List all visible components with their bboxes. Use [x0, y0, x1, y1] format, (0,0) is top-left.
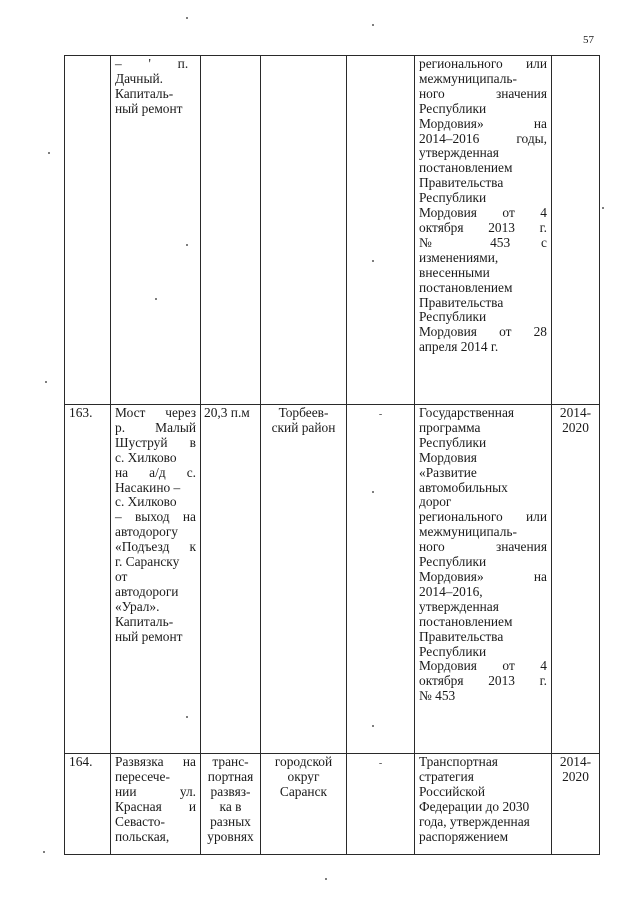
- years-cell: [552, 754, 600, 855]
- length-line: портная: [207, 768, 254, 784]
- table-row: [65, 56, 600, 405]
- object-name-line: ный ремонт: [115, 100, 183, 116]
- program-line: межмуниципаль-: [419, 70, 517, 86]
- program-line: октября 2013 г.: [419, 673, 547, 689]
- years-cell: [552, 405, 600, 754]
- object-name-line: Шуструй в: [115, 434, 196, 450]
- program-line: постановлением: [419, 279, 513, 295]
- object-name-line: автодорогу: [115, 524, 179, 540]
- object-name-line: – ' п.: [115, 56, 189, 71]
- mark-cell: [347, 405, 415, 754]
- program-line: Правительства: [419, 294, 504, 310]
- years-line: 2014-: [559, 405, 592, 420]
- program-line: октября 2013 г.: [419, 219, 547, 235]
- scan-speck: [186, 17, 188, 19]
- object-name-line: нии ул.: [115, 783, 196, 799]
- object-name-line: Развязка на: [115, 754, 196, 769]
- object-name-line: ный ремонт: [115, 628, 183, 644]
- object-name-line: с. Хилково: [115, 449, 177, 465]
- object-name-line: р. Малый: [115, 419, 196, 435]
- years-cell: [552, 56, 600, 405]
- scan-speck: [372, 725, 374, 727]
- length-cell: 20,3 п.м: [201, 405, 261, 754]
- program-cell: [415, 405, 552, 754]
- years-line: 2020: [562, 768, 589, 784]
- object-name-line: на а/д с.: [115, 464, 196, 480]
- scan-speck: [372, 260, 374, 262]
- length-cell: [201, 754, 261, 855]
- row-number-cell: [65, 56, 111, 405]
- program-line: апреля 2014 г.: [419, 339, 499, 355]
- location-cell: [261, 405, 347, 754]
- program-line: Республики: [419, 190, 487, 206]
- program-line: Мордовия от 4: [419, 205, 547, 221]
- table-row: [65, 754, 600, 855]
- dash-mark: -: [378, 409, 383, 420]
- object-name-line: польская,: [115, 828, 170, 844]
- program-line: Правительства: [419, 175, 504, 191]
- scan-speck: [372, 24, 374, 26]
- program-line: автомобильных: [419, 479, 508, 495]
- object-name-line: Капиталь-: [115, 85, 174, 101]
- program-line: ного значения: [419, 539, 547, 555]
- object-name-line: Красная и: [115, 798, 196, 814]
- program-line: Правительства: [419, 628, 504, 644]
- mark-cell: [347, 56, 415, 405]
- scan-speck: [325, 878, 327, 880]
- program-line: Мордовия» на: [419, 568, 547, 584]
- location-line: Саранск: [279, 783, 328, 799]
- program-line: 2014–2016,: [419, 583, 483, 599]
- program-line: года, утвержденная: [419, 813, 530, 829]
- program-line: утвержденная: [419, 145, 499, 161]
- scan-speck: [372, 491, 374, 493]
- program-line: № 453: [419, 688, 456, 704]
- program-cell: [415, 56, 552, 405]
- years-line: 2020: [562, 419, 589, 435]
- row-number-cell: 163.: [65, 405, 111, 754]
- projects-table: [64, 55, 600, 855]
- program-line: ного значения: [419, 85, 547, 101]
- length-line: уровнях: [207, 828, 254, 844]
- program-line: внесенными: [419, 264, 490, 280]
- program-line: Республики: [419, 554, 487, 570]
- program-line: регионального или: [419, 509, 547, 525]
- object-name-line: пересече-: [115, 768, 170, 784]
- page-number: 57: [583, 34, 594, 46]
- object-name-line: Мост через: [115, 405, 196, 420]
- scan-speck: [43, 851, 45, 853]
- object-name-line: – выход на: [115, 509, 196, 525]
- scan-speck: [45, 381, 47, 383]
- program-line: «Развитие: [419, 464, 477, 480]
- program-line: дорог: [419, 494, 452, 510]
- program-line: Республики: [419, 309, 487, 325]
- object-name-line: Дачный.: [115, 70, 163, 86]
- program-line: Российской: [419, 783, 485, 799]
- object-name-line: «Урал».: [115, 598, 160, 614]
- program-line: утвержденная: [419, 598, 499, 614]
- program-line: Республики: [419, 434, 487, 450]
- object-name-line: Насакино –: [115, 479, 181, 495]
- scan-speck: [155, 298, 157, 300]
- program-line: изменениями,: [419, 249, 499, 265]
- length-line: ка в: [219, 798, 242, 814]
- program-line: постановлением: [419, 160, 513, 176]
- object-name-cell: [111, 56, 201, 405]
- dash-mark: -: [378, 758, 383, 769]
- length-line: развяз-: [210, 783, 251, 799]
- location-line: округ: [287, 768, 320, 784]
- program-line: Мордовия» на: [419, 115, 547, 131]
- years-line: 2014-: [559, 754, 592, 769]
- location-cell: [261, 754, 347, 855]
- location-line: городской: [274, 754, 333, 769]
- object-name-line: Севасто-: [115, 813, 165, 829]
- program-line: Транспортная: [419, 754, 498, 769]
- object-name-line: с. Хилково: [115, 494, 177, 510]
- scan-speck: [186, 716, 188, 718]
- table-row: [65, 405, 600, 754]
- program-line: постановлением: [419, 613, 513, 629]
- program-cell: [415, 754, 552, 855]
- object-name-line: от: [115, 568, 128, 584]
- length-line: разных: [210, 813, 251, 829]
- program-line: Республики: [419, 100, 487, 116]
- program-line: № 453 с: [419, 234, 547, 250]
- length-line: транс-: [212, 754, 249, 769]
- scan-speck: [602, 207, 604, 209]
- length-cell: [201, 56, 261, 405]
- location-line: Торбеев-: [278, 405, 329, 420]
- program-line: стратегия: [419, 768, 474, 784]
- location-cell: [261, 56, 347, 405]
- row-number-cell: 164.: [65, 754, 111, 855]
- program-line: регионального или: [419, 56, 547, 71]
- program-line: Федерации до 2030: [419, 798, 530, 814]
- object-name-line: «Подъезд к: [115, 539, 196, 555]
- object-name-line: г. Саранску: [115, 554, 180, 570]
- program-line: Мордовия от 28: [419, 324, 547, 340]
- program-line: программа: [419, 419, 481, 435]
- program-line: Государственная: [419, 405, 515, 420]
- object-name-line: Капиталь-: [115, 613, 174, 629]
- program-line: Мордовия от 4: [419, 658, 547, 674]
- program-line: распоряжением: [419, 828, 509, 844]
- object-name-cell: [111, 405, 201, 754]
- program-line: Республики: [419, 643, 487, 659]
- location-line: ский район: [271, 419, 336, 435]
- program-line: межмуниципаль-: [419, 524, 517, 540]
- object-name-cell: [111, 754, 201, 855]
- program-line: 2014–2016 годы,: [419, 130, 547, 146]
- scan-speck: [186, 244, 188, 246]
- mark-cell: [347, 754, 415, 855]
- scan-speck: [48, 152, 50, 154]
- object-name-line: автодороги: [115, 583, 179, 599]
- program-line: Мордовия: [419, 449, 477, 465]
